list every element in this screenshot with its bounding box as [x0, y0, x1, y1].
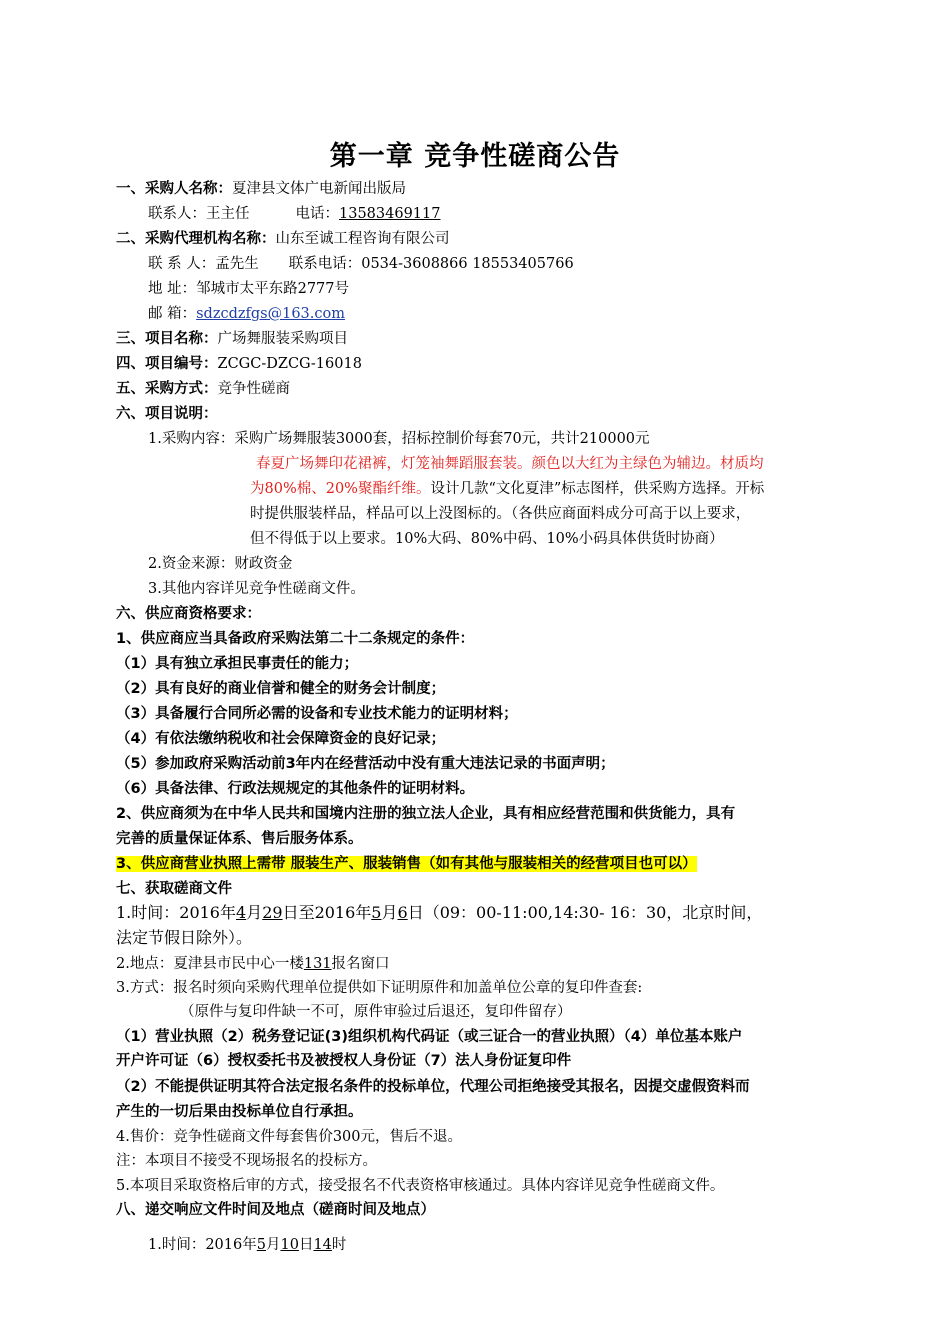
- purchaser-contact: 联系人：王主任: [148, 206, 250, 222]
- page-title: 第一章 竞争性磋商公告: [329, 141, 621, 172]
- obtain-time-line-2: 法定节假日除外）。: [116, 928, 253, 947]
- purchaser-contact-line: [148, 204, 440, 224]
- purchaser-phone-label: 电话：: [295, 206, 339, 222]
- project-number-label: 四、项目编号：: [116, 356, 218, 372]
- project-number-value: ZCGC-DZCG-16018: [217, 356, 362, 372]
- project-name-line: [116, 329, 348, 349]
- submission-time-text: 月: [265, 1237, 281, 1253]
- procurement-method-value: 竞争性磋商: [217, 381, 290, 397]
- agency-contact: 联 系 人：孟先生: [148, 256, 259, 272]
- qualification-1-3: （3）具备履行合同所必需的设备和专业技术能力的证明材料；: [116, 706, 518, 722]
- obtain-location: [116, 954, 390, 974]
- obtain-time-text: 1.时间：2016年: [116, 903, 236, 922]
- purchaser-label: 一、采购人名称：: [116, 181, 232, 197]
- obtain-method: 3.方式：报名时须向采购代理单位提供如下证明原件和加盖单位公章的复印件查套:: [116, 980, 643, 996]
- spec-red-line-2: 为80%棉、20%聚酯纤维。: [250, 481, 431, 497]
- qualification-1: 1、供应商应当具备政府采购法第二十二条规定的条件：: [116, 631, 475, 647]
- obtain-time-text: 月: [381, 903, 398, 922]
- agency-contact-line: [148, 254, 574, 274]
- submission-hour: 14: [313, 1237, 332, 1253]
- agency-label: 二、采购代理机构名称：: [116, 231, 276, 247]
- submission-month: 5: [256, 1237, 266, 1253]
- agency-address: 地 址：邹城市太平东路2777号: [148, 281, 350, 297]
- agency-line: [116, 229, 450, 249]
- submission-time-text: 时: [331, 1237, 347, 1253]
- obtain-method-note: （原件与复印件缺一不可，原件审验过后退还，复印件留存）: [180, 1004, 572, 1020]
- obtain-end-month: 5: [371, 903, 382, 922]
- qualification-2-line-1: 2、供应商须为在中华人民共和国境内注册的独立法人企业，具有相应经营范围和供货能力，具有: [116, 806, 736, 822]
- project-number-line: [116, 354, 362, 374]
- spec-line-4: 但不得低于以上要求。10%大码、80%中码、10%小码具体供货时协商）: [250, 531, 724, 547]
- warning-line-2: 产生的一切后果由投标单位自行承担。: [116, 1104, 363, 1120]
- qualification-1-4: （4）有依法缴纳税收和社会保障资金的良好记录；: [116, 731, 446, 747]
- qualification-1-6: （6）具备法律、行政法规规定的其他条件的证明材料。: [116, 781, 475, 797]
- obtain-time-text: 月: [246, 903, 263, 922]
- submission-heading: 八、递交响应文件时间及地点（磋商时间及地点）: [116, 1202, 435, 1218]
- spec-line-3: 时提供服装样品，样品可以上没图标的。（各供应商面料成分可高于以上要求，: [250, 506, 751, 522]
- required-docs-line-1: （1）营业执照（2）税务登记证(3)组织机构代码证（或三证合一的营业执照）（4）单位基本账户: [116, 1029, 743, 1045]
- agency-email-label: 邮 箱：: [148, 306, 197, 322]
- obtain-end-day: 6: [397, 903, 408, 922]
- onsite-note: 注：本项目不接受不现场报名的投标方。: [116, 1153, 377, 1169]
- post-qualification-note: 5.本项目采取资格后审的方式，接受报名不代表资格审核通过。具体内容详见竞争性磋商文件。: [116, 1178, 725, 1194]
- obtain-location-room: 131: [303, 956, 332, 972]
- qualification-1-1: （1）具有独立承担民事责任的能力；: [116, 656, 359, 672]
- submission-time: [148, 1235, 346, 1255]
- purchaser-value: 夏津县文体广电新闻出版局: [232, 181, 406, 197]
- purchaser-line: [116, 179, 406, 199]
- agency-email-link[interactable]: sdzcdzfgs@163.com: [196, 306, 345, 322]
- agency-value: 山东至诚工程咨询有限公司: [275, 231, 450, 247]
- obtain-location-text: 报名窗口: [331, 956, 390, 972]
- obtain-start-month: 4: [236, 903, 247, 922]
- other-content: 3.其他内容详见竞争性磋商文件。: [148, 581, 365, 597]
- qualification-1-5: （5）参加政府采购活动前3年内在经营活动中没有重大违法记录的书面声明；: [116, 756, 615, 772]
- procurement-content: 1.采购内容：采购广场舞服装3000套，招标控制价每套70元，共计210000元: [148, 431, 650, 447]
- submission-time-text: 日: [298, 1237, 314, 1253]
- obtain-docs-heading: 七、获取磋商文件: [116, 881, 232, 897]
- obtain-start-day: 29: [262, 903, 283, 922]
- purchaser-phone: 13583469117: [339, 206, 441, 222]
- procurement-method-line: [116, 379, 290, 399]
- document-price: 4.售价：竞争性磋商文件每套售价300元，售后不退。: [116, 1129, 463, 1145]
- spec-red-line-1: 春夏广场舞印花裙裤，灯笼袖舞蹈服套装。颜色以大红为主绿色为辅边。材质均: [256, 456, 764, 472]
- qualification-3-highlight: 3、供应商营业执照上需带 服装生产、服装销售（如有其他与服装相关的经营项目也可以）: [116, 856, 697, 872]
- spec-line-2-rest: 设计几款“文化夏津”标志图样，供采购方选择。开标: [430, 481, 765, 497]
- procurement-method-label: 五、采购方式：: [116, 381, 218, 397]
- project-name-value: 广场舞服装采购项目: [217, 331, 348, 347]
- qualification-3: [116, 854, 697, 874]
- project-name-label: 三、项目名称：: [116, 331, 218, 347]
- required-docs-line-2: 开户许可证（6）授权委托书及被授权人身份证（7）法人身份证复印件: [116, 1053, 572, 1069]
- submission-day: 10: [280, 1237, 299, 1253]
- obtain-location-text: 2.地点：夏津县市民中心一楼: [116, 956, 304, 972]
- agency-phone: 联系电话：0534-3608866 18553405766: [288, 256, 574, 272]
- warning-line-1: （2）不能提供证明其符合法定报名条件的投标单位，代理公司拒绝接受其报名，因提交虚假资料而: [116, 1079, 750, 1095]
- agency-email-line: [148, 304, 345, 324]
- submission-time-text: 1.时间：2016年: [148, 1237, 257, 1253]
- obtain-time-line-1: [116, 903, 762, 923]
- qualification-2-line-2: 完善的质量保证体系、售后服务体系。: [116, 831, 363, 847]
- project-desc-heading: 六、项目说明：: [116, 406, 218, 422]
- qualification-1-2: （2）具有良好的商业信誉和健全的财务会计制度；: [116, 681, 446, 697]
- spec-line-2: [250, 479, 764, 499]
- fund-source: 2.资金来源：财政资金: [148, 556, 293, 572]
- qualification-heading: 六、供应商资格要求：: [116, 606, 261, 622]
- obtain-time-text: 日（09：00-11:00,14:30- 16：30，北京时间，: [407, 903, 763, 922]
- obtain-time-text: 日至2016年: [282, 903, 372, 922]
